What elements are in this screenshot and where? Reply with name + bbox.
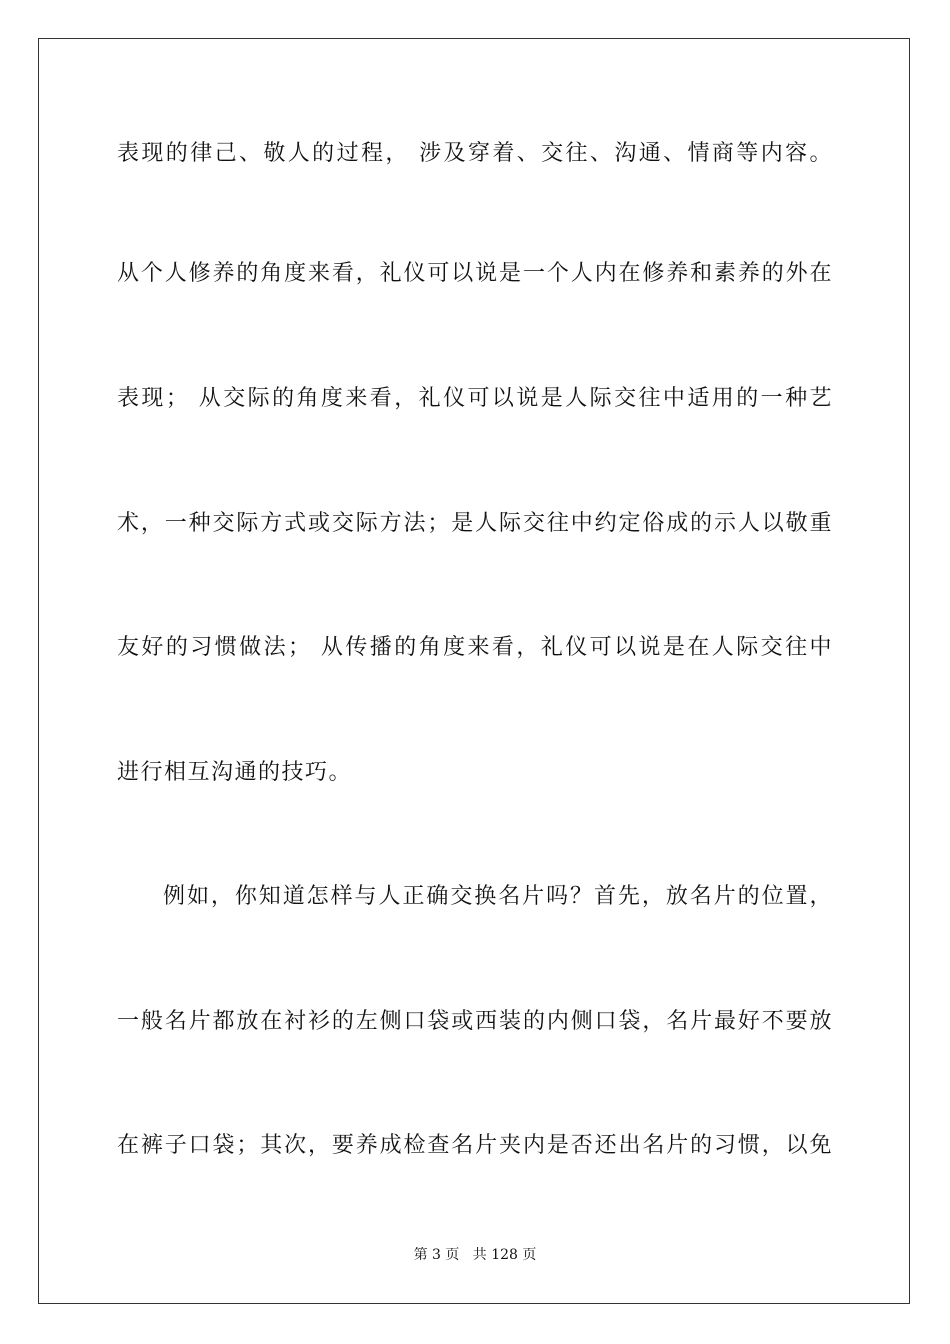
paragraph-line-3: 表现； 从交际的角度来看，礼仪可以说是人际交往中适用的一种艺 [117,386,833,411]
paragraph-line-9: 在裤子口袋；其次，要养成检查名片夹内是否还出名片的习惯，以免 [117,1133,833,1158]
page-footer [0,1246,950,1264]
paragraph-line-5: 友好的习惯做法； 从传播的角度来看，礼仪可以说是在人际交往中 [117,635,833,660]
page-border [38,38,910,1304]
paragraph-line-1: 表现的律己、敬人的过程， 涉及穿着、交往、沟通、情商等内容。 [117,141,833,166]
paragraph-line-8: 一般名片都放在衬衫的左侧口袋或西装的内侧口袋，名片最好不要放 [117,1009,833,1034]
page-number: 第 3 页 [413,1247,460,1263]
paragraph-line-2: 从个人修养的角度来看，礼仪可以说是一个人内在修养和素养的外在 [117,261,833,286]
paragraph-line-7: 例如，你知道怎样与人正确交换名片吗？首先，放名片的位置， [163,884,833,909]
paragraph-line-4: 术，一种交际方式或交际方法；是人际交往中约定俗成的示人以敬重 [117,511,833,536]
page-total: 共 128 页 [472,1247,537,1263]
paragraph-line-6: 进行相互沟通的技巧。 [117,760,353,785]
